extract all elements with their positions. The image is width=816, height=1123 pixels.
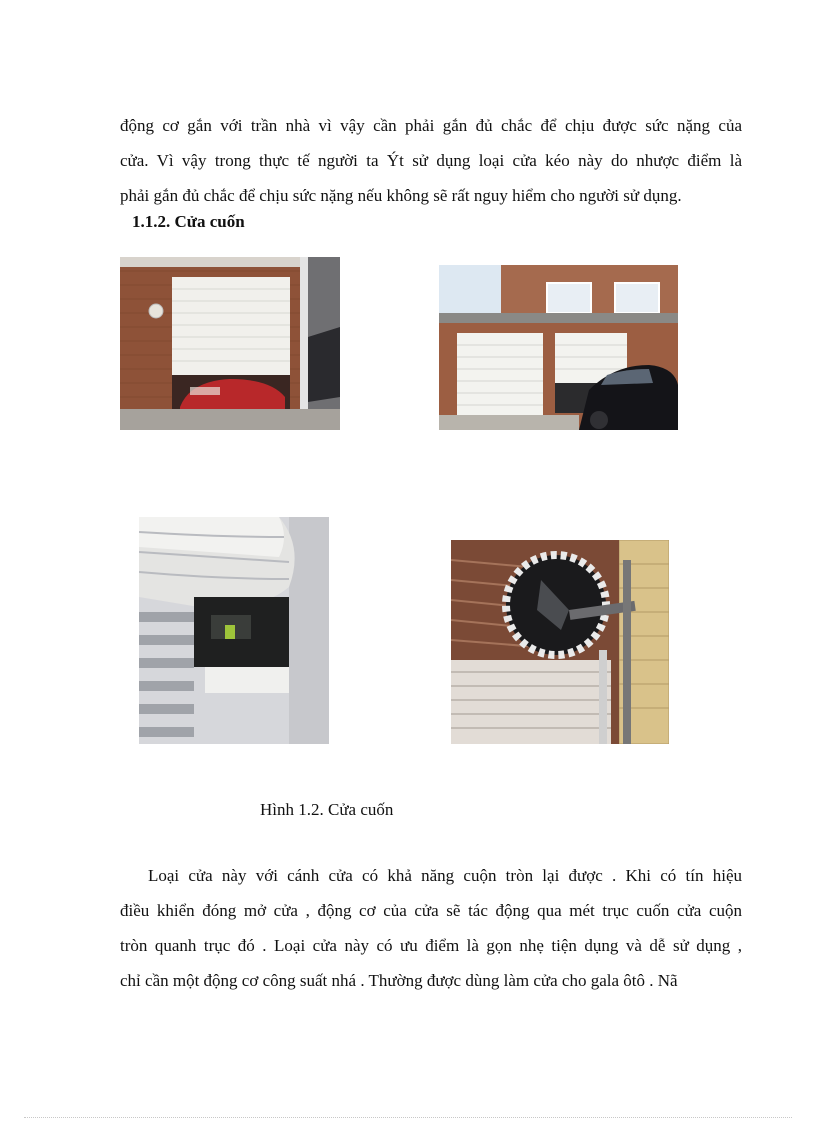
paragraph-intro bbox=[120, 108, 742, 213]
photo-roller-drum-bracket bbox=[451, 540, 669, 744]
page-bottom-rule bbox=[24, 1117, 792, 1118]
figure-caption: Hình 1.2. Cửa cuốn bbox=[260, 800, 394, 819]
text-line: cửa. Vì vậy trong thực tế người ta Ýt sử dụng loại cửa kéo này do nhược điểm là bbox=[120, 151, 742, 170]
photo-roller-drum-motor bbox=[139, 517, 329, 744]
photo-house-two-garage-doors bbox=[439, 265, 678, 430]
paragraph-description bbox=[120, 858, 742, 998]
text-line: điều khiển đóng mở cửa , động cơ của cửa sẽ tác động qua mét trục cuốn cửa cuộn bbox=[120, 901, 742, 920]
text-line: Loại cửa này với cánh cửa có khả năng cuộn tròn lại được . Khi có tín hiệu bbox=[148, 866, 742, 885]
text-line: chỉ cần một động cơ công suất nhá . Thường được dùng làm cửa cho gala ôtô . Nã bbox=[120, 971, 678, 990]
photo-garage-roller-door-red-car bbox=[120, 257, 340, 430]
text-line: tròn quanh trục đó . Loại cửa này có ưu điểm là gọn nhẹ tiện dụng và dễ sử dụng , bbox=[120, 936, 742, 955]
text-line: phải gắn đủ chắc để chịu sức nặng nếu không sẽ rất nguy hiểm cho người sử dụng. bbox=[120, 186, 682, 205]
section-heading: 1.1.2. Cửa cuốn bbox=[132, 212, 245, 231]
text-line: động cơ gắn với trần nhà vì vậy cần phải gắn đủ chắc để chịu được sức nặng của bbox=[120, 116, 742, 135]
